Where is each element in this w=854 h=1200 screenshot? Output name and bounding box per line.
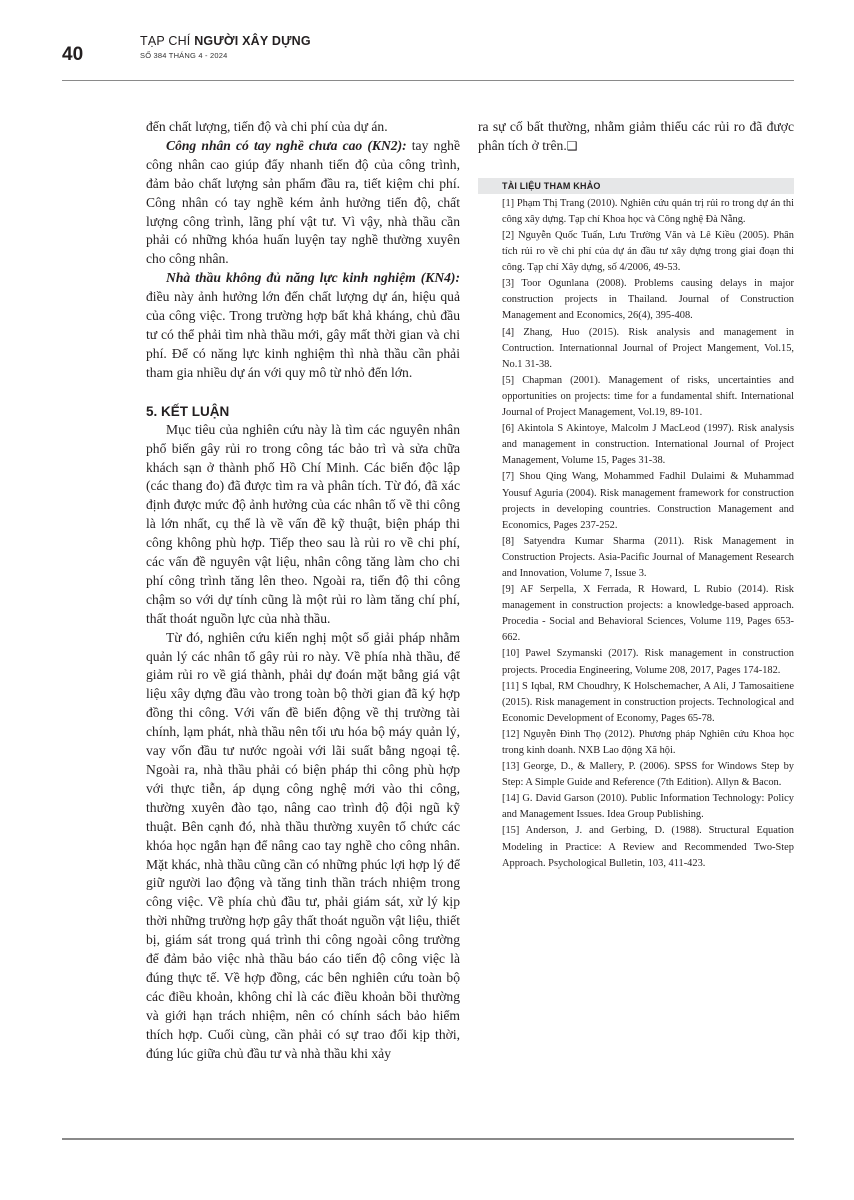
paragraph-text: điều này ảnh hưởng lớn đến chất lượng dự án, hiệu quả của công việc. Trong trường hợp bất khả kháng, chủ đầu tư có thể phải tìm nhà thầu mới, gây mất thời gian và chi phí. Để có năng lực kinh nghiệm thì nhà thầu cần phải tham gia nhiều dự án với quy mô từ nhỏ đến lớn. <box>146 289 460 380</box>
section-heading: 5. KẾT LUẬN <box>146 403 230 419</box>
journal-masthead <box>140 34 311 60</box>
reference-item: [4] Zhang, Huo (2015). Risk analysis and management in Contruction. Internationnal Journal of Project Mangement, Vol.15, No.1 31-38. <box>502 326 794 370</box>
reference-item: [13] George, D., & Mallery, P. (2006). SPSS for Windows Step by Step: A Simple Guide and Reference (7th Edition). Allyn & Bacon. <box>502 761 794 789</box>
paragraph-lead: Nhà thầu không đủ năng lực kinh nghiệm (KN4): <box>166 270 460 286</box>
reference-item: [2] Nguyễn Quốc Tuấn, Lưu Trường Văn và Lê Kiều (2005). Phân tích rủi ro về chi phí của dự án đầu tư xây dựng trong giai đoạn thi công. Tạp chí Xây dựng, số 4/2006, 49-53. <box>502 230 794 274</box>
references-heading: TÀI LIỆU THAM KHẢO <box>478 178 794 194</box>
conclusion-paragraphs <box>146 421 460 1064</box>
paragraph-text: đến chất lượng, tiến độ và chi phí của dự án. <box>146 119 388 134</box>
reference-item: [11] S Iqbal, RM Choudhry, K Holschemacher, A Ali, J Tamosaitiene (2015). Risk management in construction projects. Technological and Economic Development of Economy, Pages 65-78. <box>502 680 794 724</box>
issue-info: SỐ 384 THÁNG 4 - 2024 <box>140 51 228 60</box>
journal-name: NGƯỜI XÂY DỰNG <box>194 34 311 48</box>
page-number: 40 <box>62 44 84 65</box>
continued-text-block <box>478 118 794 156</box>
conclusion-paragraph: Từ đó, nghiên cứu kiến nghị một số giải pháp nhằm quản lý các nhân tố gây rủi ro này. Về phía nhà thầu, để giảm rủi ro về giá thành, phải dự đoán mặt bằng giá vật liệu xây dựng đầu vào trong toàn bộ thời gian đã ký hợp đồng thi công. Với vấn đề biến động về thị trường tài chính, lạm phát, nhà thầu nên tối ưu hóa bộ máy quản lý, vay vốn đầu tư nước ngoài với lãi suất bằng ngoại tệ. Ngoài ra, nhà thầu phải có biện pháp thi công phù hợp với thực tiễn, áp dụng công nghệ mới vào thi công, thường xuyên đào tạo, nâng cao trình độ đội ngũ kỹ thuật. Bên cạnh đó, nhà thầu thường xuyên tổ chức các khóa học ngắn hạn để nâng cao tay nghề cho công nhân. Mặt khác, nhà thầu cũng cần có những phúc lợi hợp lý để giữ người lao động và tăng tinh thần trách nhiệm trong công việc. Về phía chủ đầu tư, phải giám sát, xử lý kịp thời những trường hợp gây thất thoát nguồn vật liệu, thiết bị, giám sát trong quá trình thi công ngoài công trường để đảm bảo việc nhà thầu báo cáo tiến độ công việc là đúng thực tế. Về hợp đồng, các bên nghiên cứu toàn bộ các điều khoản, không chỉ là các điều khoản bồi thường và giới hạn trách nhiệm, nên có chính sách bảo hiểm thích hợp. Cuối cùng, cần phải có sự trao đổi kịp thời, đúng lúc giữa chủ đầu tư và nhà thầu khi xảy <box>146 629 460 1061</box>
reference-item: [9] AF Serpella, X Ferrada, R Howard, L Rubio (2014). Risk management in construction projects: a knowledge-based approach. Procedia - Social and Behavioral Sciences, Volume 119, Pages 653-662. <box>502 584 794 644</box>
reference-item: [8] Satyendra Kumar Sharma (2011). Risk Management in Construction Projects. Asia-Pacific Journal of Management Research and Innovation, Volume 7, Issue 3. <box>502 535 794 579</box>
reference-item: [15] Anderson, J. and Gerbing, D. (1988). Structural Equation Modeling in Practice: A Review and Recommended Two-Step Approach. Psychological Bulletin, 103, 411-423. <box>502 825 794 869</box>
footer-divider <box>62 1138 794 1140</box>
journal-prefix: TẠP CHÍ <box>140 34 191 48</box>
body-paragraph <box>146 137 460 269</box>
conclusion-paragraph: Mục tiêu của nghiên cứu này là tìm các nguyên nhân phổ biến gây rủi ro trong công tác bảo trì và sửa chữa khách sạn ở thành phố Hồ Chí Minh. Các biến độc lập (các thang đo) đã được tìm ra và phân tích. Từ đó, đã xác định được mức độ ảnh hưởng của các nhân tố về thi công là lớn nhất, cụ thể là về vấn đề kỹ thuật, biện pháp thi công không phù hợp. Tiếp theo sau là rủi ro về chi phí, các vấn đề nguyên vật liệu, nhân công tăng làm cho chi phí công trình tăng lên theo. Ngoài ra, tiến độ thi công chậm so với dự tính cũng là một rủi ro làm tăng chí phí, thất thoát nguồn lực của nhà thầu. <box>146 421 460 626</box>
body-paragraph <box>146 118 460 137</box>
header-divider <box>62 80 794 81</box>
paragraph-text: tay nghề công nhân cao giúp đẩy nhanh tiến độ của công trình, đảm bảo chất lượng sản phẩm đầu ra, tiết kiệm chi phí. Công nhân có tay nghề kém ảnh hưởng tiến độ, chất lượng công trình, lãng phí vật tư. Vì vậy, nhà thầu cần phải có những khóa huấn luyện tay nghề thường xuyên cho công nhân. <box>146 137 460 267</box>
reference-item: [5] Chapman (2001). Management of risks, uncertainties and opportunities on projects: time for a fundamental shift. International Journal of Project Management, Vol.19, 89-101. <box>502 374 794 419</box>
left-paragraphs <box>146 118 460 383</box>
reference-item: [1] Phạm Thị Trang (2010). Nghiên cứu quản trị rủi ro trong dự án thi công xây dựng. Tạp chí Khoa học và Công nghệ Đà Nẵng. <box>502 197 794 225</box>
reference-item: [12] Nguyễn Đình Thọ (2012). Phương pháp Nghiên cứu Khoa học trong kinh doanh. NXB Lao động Xã hội. <box>502 728 794 756</box>
reference-item: [14] G. David Garson (2010). Public Information Technology: Policy and Management Issues. Idea Group Publishing. <box>502 793 794 821</box>
reference-item: [6] Akintola S Akintoye, Malcolm J MacLeod (1997). Risk analysis and management in construction. International Journal of Project Management, Volume 15, Pages 31-38. <box>502 423 794 467</box>
continued-paragraph <box>478 118 794 156</box>
references-list <box>478 194 794 872</box>
body-paragraph <box>146 269 460 382</box>
paragraph-lead: Công nhân có tay nghề chưa cao (KN2): <box>166 137 407 153</box>
end-mark-icon: ❑ <box>566 138 578 153</box>
right-column <box>478 118 794 872</box>
reference-item: [3] Toor Ogunlana (2008). Problems causing delays in major construction projects in Thailand. Journal of Construction Management and Economics, 26(4), 395-408. <box>502 278 794 322</box>
journal-title <box>140 34 311 48</box>
left-column <box>146 118 460 1064</box>
references-section <box>478 178 794 872</box>
reference-item: [10] Pawel Szymanski (2017). Risk management in construction projects. Procedia Engineering, Volume 208, 2017, Pages 174-182. <box>502 648 794 676</box>
continued-text: ra sự cố bất thường, nhằm giảm thiểu các rủi ro đã được phân tích ở trên. <box>478 119 794 153</box>
reference-item: [7] Shou Qing Wang, Mohammed Fadhil Dulaimi & Muhammad Yousuf Aguria (2004). Risk management framework for construction projects in developing countries. Construction Management and Economics, Pages 237-252. <box>502 471 794 531</box>
